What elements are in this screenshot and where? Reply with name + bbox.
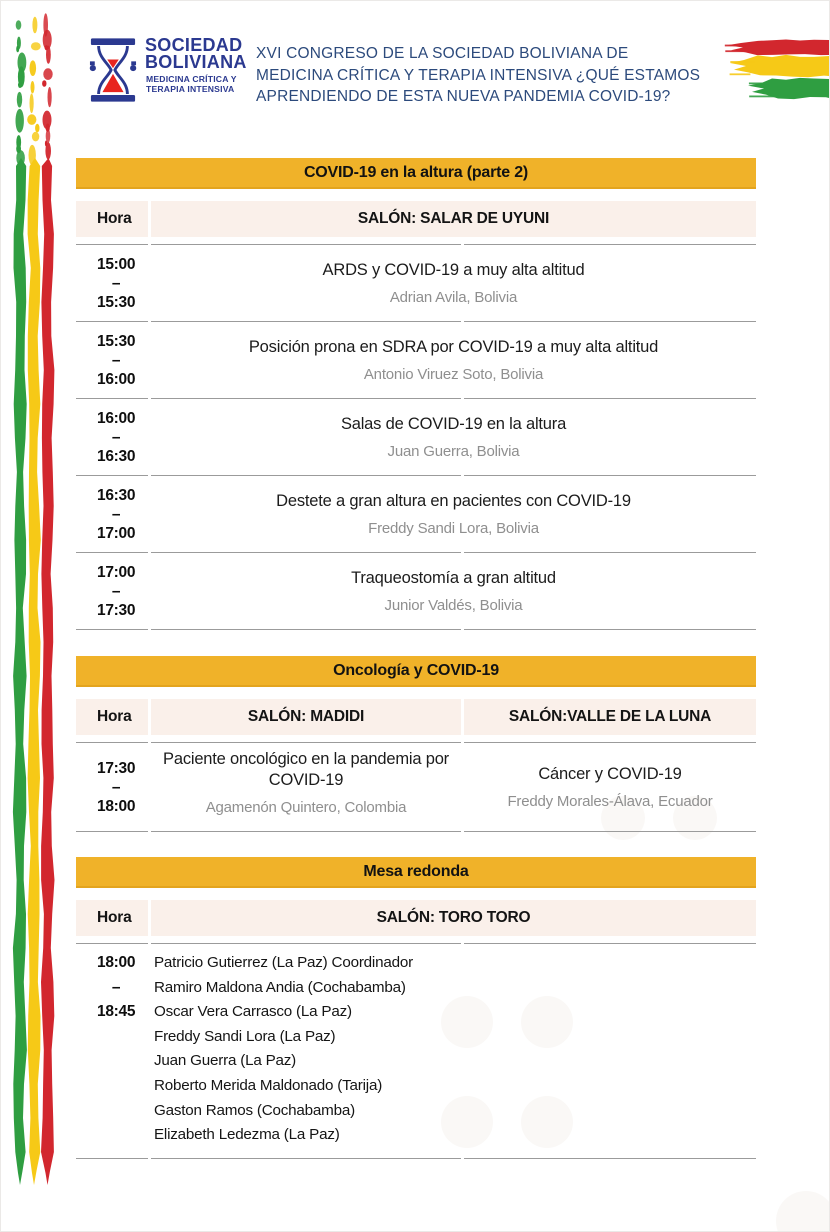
time-dash: – xyxy=(111,351,121,369)
salon-header-valle: SALÓN:VALLE DE LA LUNA xyxy=(464,699,756,735)
talk-title: Posición prona en SDRA por COVID-19 a muy alta altitud xyxy=(248,337,659,356)
divider xyxy=(76,475,756,476)
page-header xyxy=(89,35,701,105)
talk-cell xyxy=(151,414,756,461)
section-title: Mesa redonda xyxy=(363,862,469,880)
schedule-row xyxy=(76,553,756,629)
talk-speaker: Freddy Sandi Lora, Bolivia xyxy=(368,519,539,537)
salon-header-row xyxy=(76,699,756,735)
time-cell: 18:00 – 18:45 xyxy=(97,954,136,1021)
hora-header: Hora xyxy=(76,900,148,936)
time-dash: – xyxy=(111,582,121,600)
talk-title: Paciente oncológico en la pandemia por COVID-19 xyxy=(163,750,449,789)
time-cell: 15:30 – 16:00 xyxy=(97,332,136,388)
talk-title: Traqueostomía a gran altitud xyxy=(351,568,556,587)
salon-header-row xyxy=(76,900,756,936)
participant: Oscar Vera Carrasco (La Paz) xyxy=(154,1003,352,1021)
section-title: COVID-19 en la altura (parte 2) xyxy=(303,163,529,181)
participants-list xyxy=(151,951,756,1148)
talk-speaker: Agamenón Quintero, Colombia xyxy=(205,799,407,816)
bolivia-flag-strokes-icon xyxy=(719,35,829,105)
talk-title: ARDS y COVID-19 a muy alta altitud xyxy=(322,260,585,279)
salon-header: SALÓN: TORO TORO xyxy=(151,900,756,936)
talk-cell xyxy=(151,491,756,538)
society-logo xyxy=(89,37,247,103)
time-cell: 16:30 – 17:00 xyxy=(97,486,136,542)
hourglass-icon xyxy=(89,37,137,103)
time-cell: 16:00 – 16:30 xyxy=(97,409,136,465)
schedule-row xyxy=(76,743,756,831)
schedule-row xyxy=(76,944,756,1158)
time-cell: 15:00 – 15:30 xyxy=(97,255,136,311)
talk-title: Cáncer y COVID-19 xyxy=(538,764,682,783)
logo-subtitle-line1: MEDICINA CRÍTICA Y xyxy=(146,74,237,84)
participant: Freddy Sandi Lora (La Paz) xyxy=(154,1027,336,1045)
talk-title: Destete a gran altura en pacientes con COVID-19 xyxy=(276,491,631,510)
section-oncologia xyxy=(76,656,756,832)
talk-speaker: Freddy Morales-Álava, Ecuador xyxy=(507,792,713,810)
divider xyxy=(76,629,756,630)
society-logo-text xyxy=(145,37,247,94)
watermark-circle xyxy=(776,1191,830,1232)
divider xyxy=(76,1158,756,1159)
congress-title-line3: APRENDIENDO DE ESTA NUEVA PANDEMIA COVID-19? xyxy=(256,88,671,105)
logo-subtitle-line2: TERAPIA INTENSIVA xyxy=(146,83,235,94)
hora-header: Hora xyxy=(76,201,148,237)
talk-speaker: Juan Guerra, Bolivia xyxy=(387,442,520,460)
schedule-row xyxy=(76,399,756,475)
time-dash: – xyxy=(111,778,121,796)
time-dash: – xyxy=(111,274,121,292)
divider xyxy=(76,552,756,553)
section-title-bar xyxy=(76,158,756,189)
congress-title-line2: MEDICINA CRÍTICA Y TERAPIA INTENSIVA ¿QUÉ ESTAMOS xyxy=(256,66,701,84)
talk-cell-valle xyxy=(464,764,756,811)
salon-header-madidi: SALÓN: MADIDI xyxy=(151,699,461,735)
schedule-row xyxy=(76,476,756,552)
schedule-row xyxy=(76,322,756,398)
talk-speaker: Antonio Viruez Soto, Bolivia xyxy=(363,365,544,383)
participant: Juan Guerra (La Paz) xyxy=(154,1052,297,1070)
schedule-row xyxy=(76,245,756,321)
talk-cell xyxy=(151,260,756,307)
section-title: Oncología y COVID-19 xyxy=(333,661,499,679)
section-mesa-redonda xyxy=(76,857,756,1159)
time-cell: 17:30 – 18:00 xyxy=(97,759,136,815)
talk-cell xyxy=(151,337,756,384)
divider xyxy=(76,831,756,832)
congress-title xyxy=(256,43,731,108)
hora-header: Hora xyxy=(76,699,148,735)
divider xyxy=(76,398,756,399)
divider xyxy=(76,244,756,245)
talk-speaker: Junior Valdés, Bolivia xyxy=(384,596,523,614)
section-covid-altura xyxy=(76,158,756,630)
time-dash: – xyxy=(111,428,121,446)
talk-speaker: Adrian Avila, Bolivia xyxy=(389,288,518,306)
section-title-bar xyxy=(76,857,756,888)
congress-title-line1: XVI CONGRESO DE LA SOCIEDAD BOLIVIANA DE xyxy=(256,45,629,62)
time-cell: 17:00 – 17:30 xyxy=(97,563,136,619)
participant: Ramiro Maldona Andia (Cochabamba) xyxy=(154,978,406,996)
talk-cell xyxy=(151,568,756,615)
salon-header: SALÓN: SALAR DE UYUNI xyxy=(151,201,756,237)
logo-name-line2: BOLIVIANA xyxy=(145,52,247,72)
talk-cell-madidi xyxy=(151,743,461,817)
participant: Elizabeth Ledezma (La Paz) xyxy=(154,1126,340,1144)
divider xyxy=(76,943,756,944)
logo-name-line1: SOCIEDAD xyxy=(145,35,243,55)
time-dash: – xyxy=(111,505,121,523)
divider xyxy=(76,321,756,322)
section-title-bar xyxy=(76,656,756,687)
participant: Gaston Ramos (Cochabamba) xyxy=(154,1101,355,1119)
bolivia-flag-brush-stripes-icon xyxy=(7,11,63,1196)
time-dash: – xyxy=(111,978,121,996)
participant: Patricio Gutierrez (La Paz) Coordinador xyxy=(154,954,413,971)
participant: Roberto Merida Maldonado (Tarija) xyxy=(154,1076,383,1094)
talk-title: Salas de COVID-19 en la altura xyxy=(340,414,567,433)
salon-header-row xyxy=(76,201,756,237)
